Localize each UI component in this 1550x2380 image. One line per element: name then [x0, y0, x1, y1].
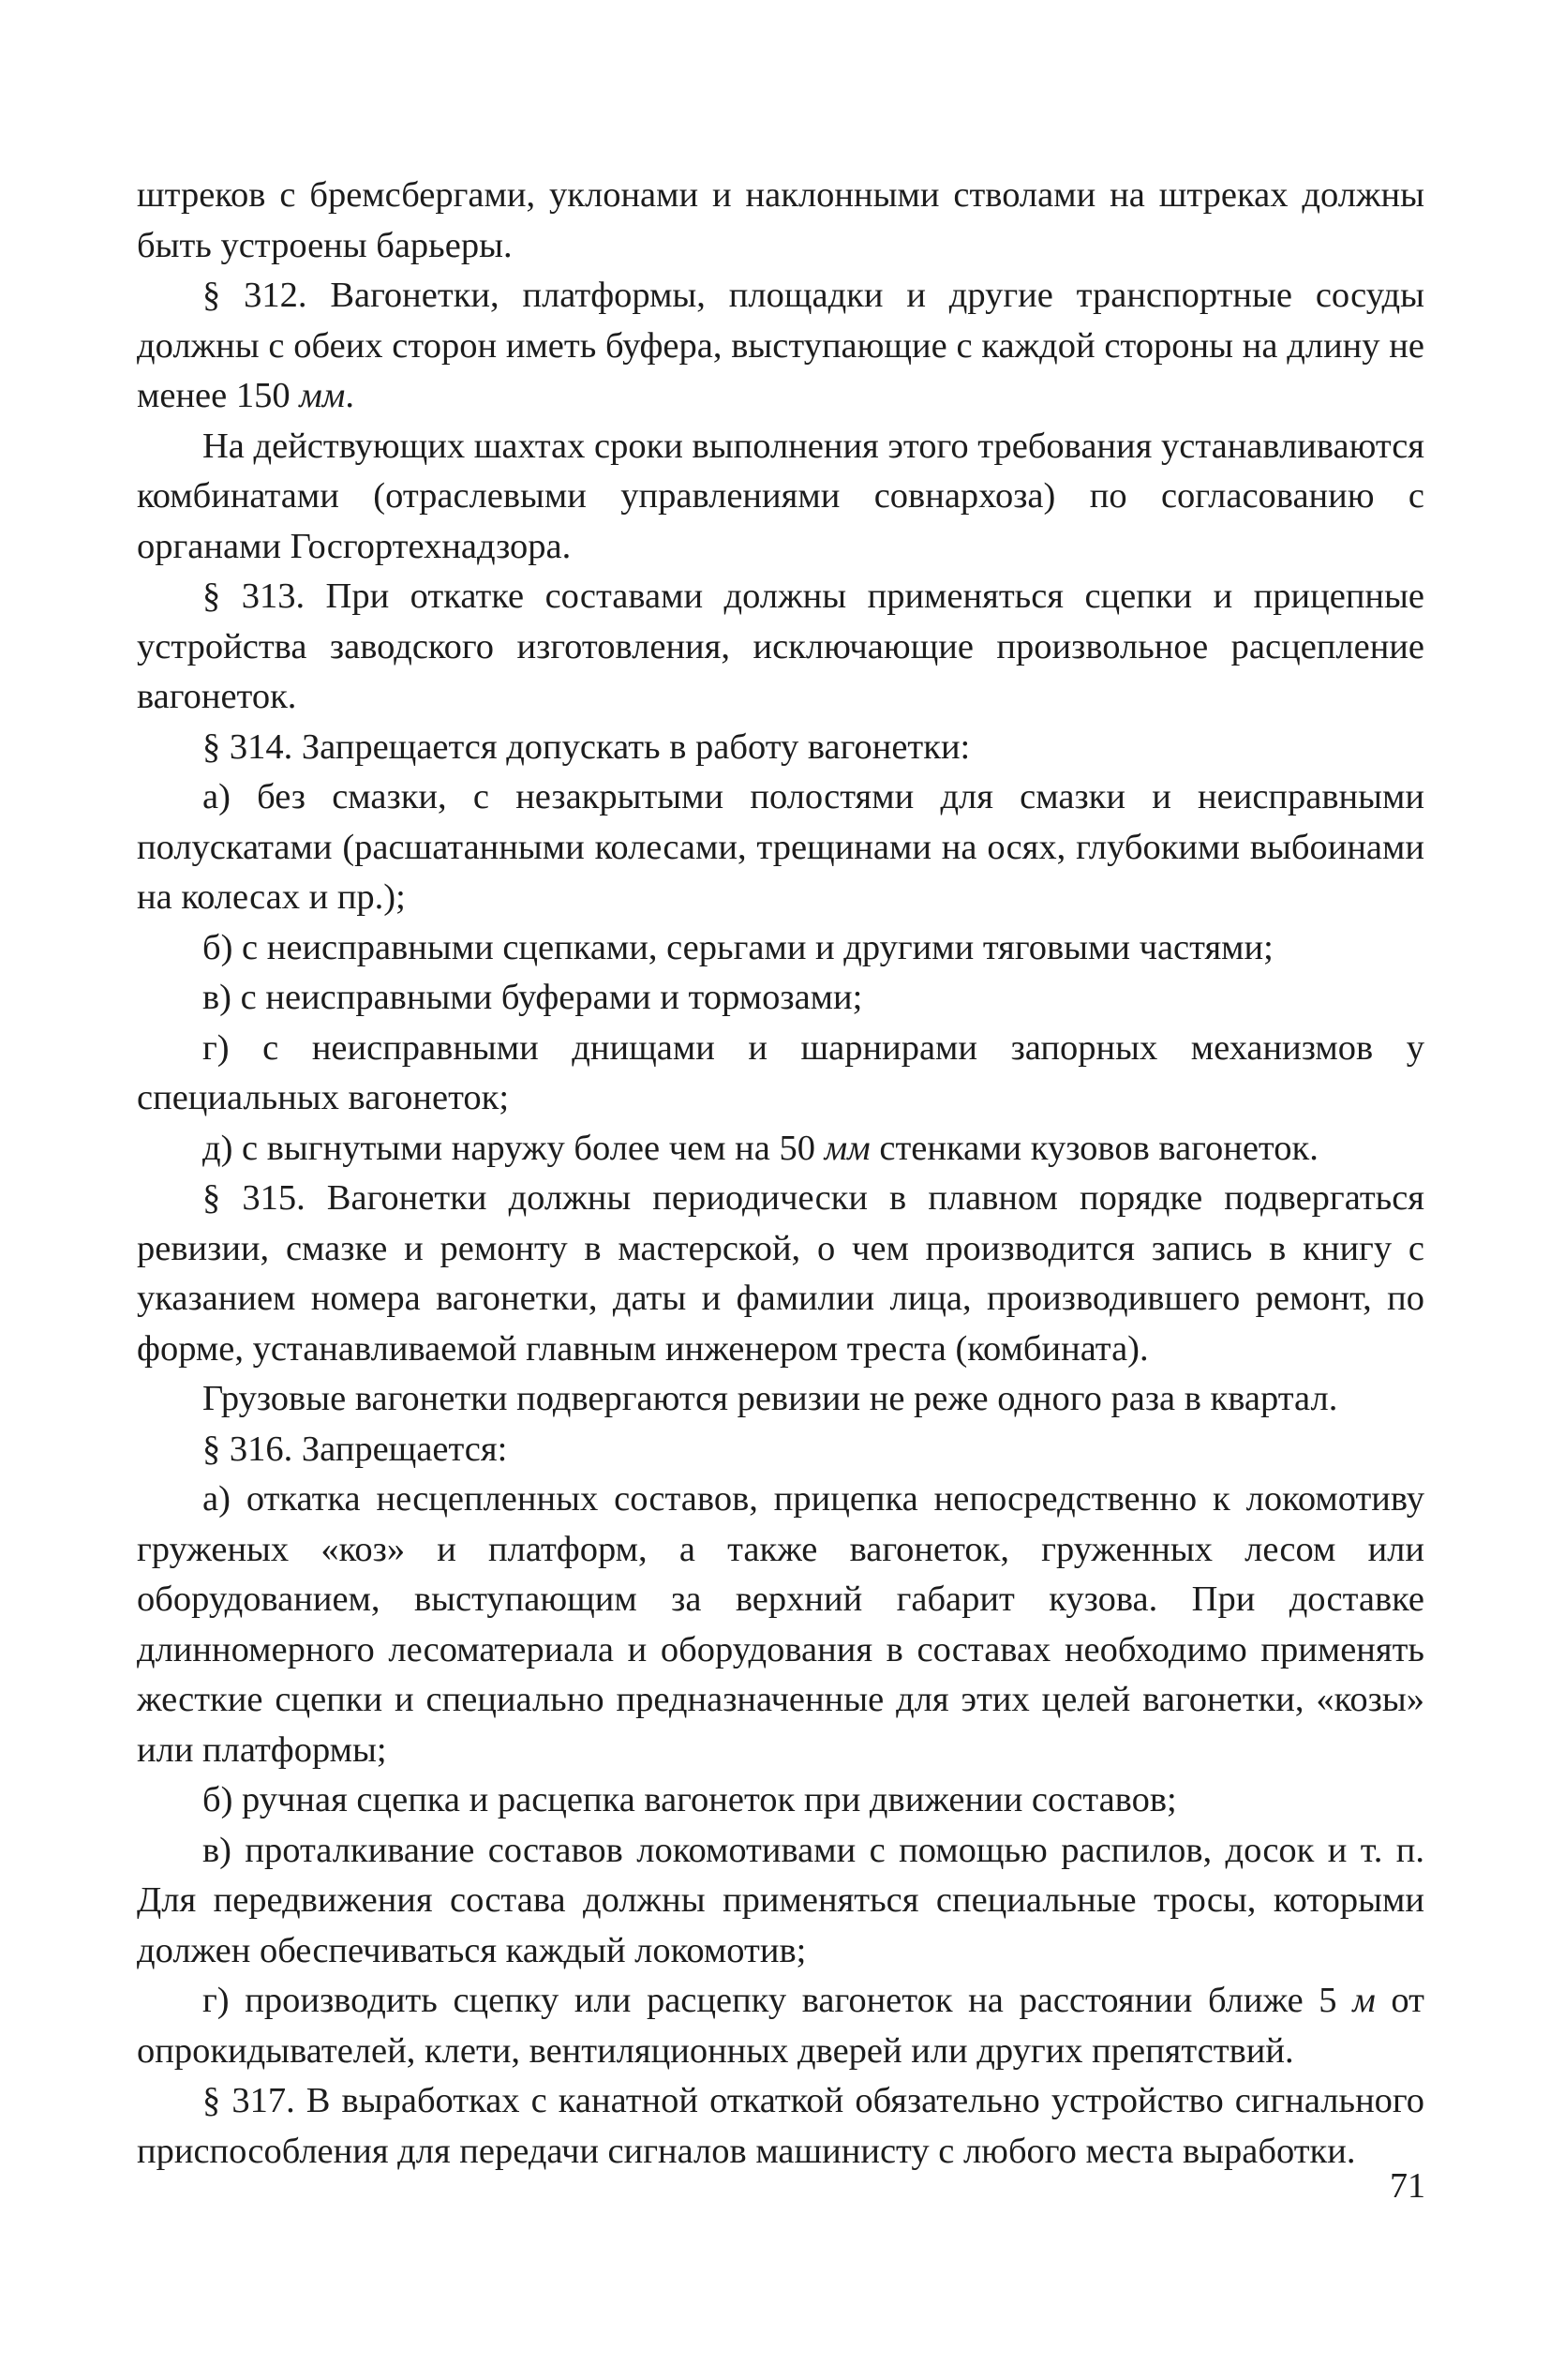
- list-item-g: [137, 1976, 1424, 2076]
- list-item-v: в) с неисправными буферами и тормозами;: [202, 978, 863, 1017]
- text-fragment: стенками кузовов вагонеток.: [870, 1128, 1319, 1168]
- paragraph-section-316: § 316. Запрещается:: [202, 1429, 508, 1469]
- list-item-g: г) с неисправными днищами и шарнирами запорных механизмов у специальных вагонеток;: [137, 1027, 1424, 1117]
- text-fragment: .: [345, 376, 354, 415]
- page-body: [137, 171, 1424, 2177]
- paragraph-existing-mines: На действующих шахтах сроки выполнения этого требования устанавливаются комбинатами (отраслевыми управлениями совнархоза) по согласованию с органами Госгортехнадзора.: [137, 426, 1424, 566]
- text-fragment: г) производить сцепку или расцепку вагонеток на расстоянии ближе 5: [202, 1981, 1353, 2020]
- paragraph-cargo-wagons: Грузовые вагонетки подвергаются ревизии не реже одного раза в квартал.: [202, 1379, 1338, 1418]
- text-fragment: от опрокидывателей, клети, вентиляционных дверей или других препятствий.: [137, 1981, 1424, 2071]
- list-item-a: а) откатка несцепленных составов, прицепка непосредственно к локомотиву груженых «коз» и платформ, а также вагонеток, груженных лесом или оборудованием, выступающим за верхний габарит кузова. При доставке длинномерного лесоматериала и оборудования в составах необходимо применять жесткие сцепки и специально предназначенные для этих целей вагонетки, «козы» или платформы;: [137, 1479, 1424, 1770]
- paragraph-section-314: § 314. Запрещается допускать в работу вагонетки:: [202, 726, 971, 767]
- list-item-b: б) с неисправными сцепками, серьгами и другими тяговыми частями;: [202, 927, 1274, 967]
- text-fragment: § 312. Вагонетки, платформы, площадки и другие транспортные сосуды должны с обеих сторон иметь буфера, выступающие с каждой стороны на длину не менее 150: [137, 276, 1424, 415]
- list-item-b: б) ручная сцепка и расцепка вагонеток при движении составов;: [202, 1780, 1177, 1819]
- unit-mm: мм: [824, 1128, 871, 1168]
- page-number: 71: [1390, 2166, 1425, 2206]
- paragraph-section-313: § 313. При откатке составами должны применяться сцепки и прицепные устройства заводского изготовления, исключающие произвольное расцепление вагонеток.: [137, 576, 1424, 716]
- list-item-a: а) без смазки, с незакрытыми полостями для смазки и неисправными полускатами (расшатанными колесами, трещинами на осях, глубокими выбоинами на колесах и пр.);: [137, 777, 1424, 917]
- unit-m: м: [1352, 1981, 1376, 2020]
- list-item-v: в) проталкивание составов локомотивами с помощью распилов, досок и т. п. Для передвижения состава должны применяться специальные тросы, которыми должен обеспечиваться каждый локомотив;: [137, 1830, 1424, 1970]
- list-item-d: [137, 1124, 1424, 1175]
- paragraph-section-317: § 317. В выработках с канатной откаткой обязательно устройство сигнального приспособления для передачи сигналов машинисту с любого места выработки.: [137, 2081, 1424, 2171]
- paragraph-continuation: штреков с бремсбергами, уклонами и наклонными стволами на штреках должны быть устроены барьеры.: [137, 175, 1424, 265]
- paragraph-section-315: § 315. Вагонетки должны периодически в плавном порядке подвергаться ревизии, смазке и ремонту в мастерской, о чем производится запись в книгу с указанием номера вагонетки, даты и фамилии лица, производившего ремонт, по форме, устанавливаемой главным инженером треста (комбината).: [137, 1178, 1424, 1369]
- paragraph-section-312: [137, 271, 1424, 422]
- text-fragment: д) с выгнутыми наружу более чем на 50: [202, 1128, 825, 1168]
- unit-mm: мм: [299, 376, 346, 415]
